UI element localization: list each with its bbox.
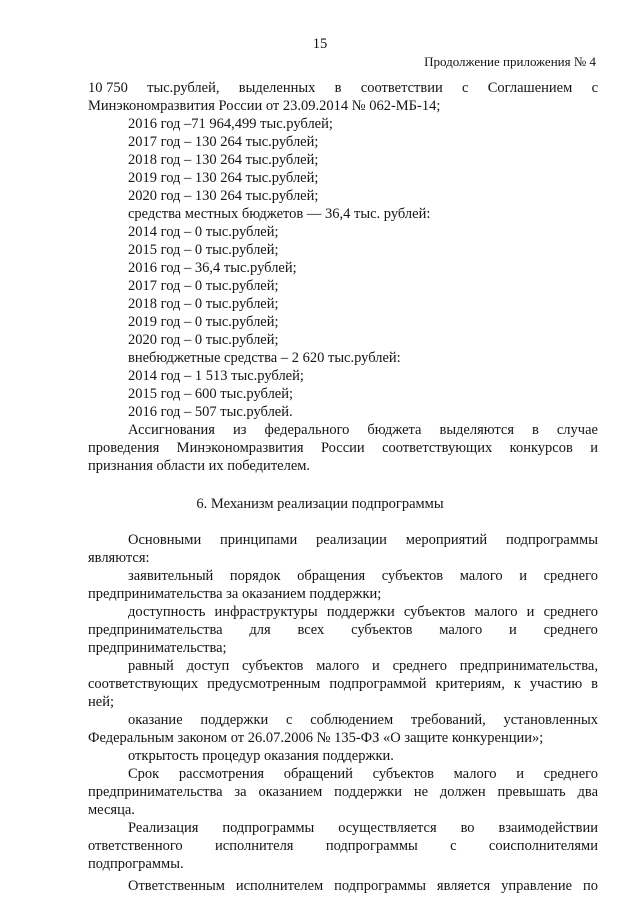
word: оказание bbox=[128, 712, 183, 728]
word: и bbox=[519, 568, 528, 584]
word: субъектов bbox=[381, 568, 444, 584]
text-line: 2019 год – 130 264 тыс.рублей; bbox=[128, 170, 319, 186]
word: Основными bbox=[128, 532, 202, 548]
word: по bbox=[582, 878, 598, 894]
word: не bbox=[413, 784, 429, 800]
text-line bbox=[128, 604, 598, 621]
text-line: ней; bbox=[88, 694, 114, 710]
word: федерального bbox=[264, 422, 350, 438]
word: мероприятий bbox=[405, 532, 488, 548]
word: должен bbox=[439, 784, 486, 800]
text-line: месяца. bbox=[88, 802, 135, 818]
page-number: 15 bbox=[312, 36, 328, 52]
word: предпринимательства, bbox=[459, 658, 598, 674]
word: подпрограммы bbox=[506, 532, 598, 548]
text-line bbox=[88, 784, 598, 801]
word: доступность bbox=[128, 604, 206, 620]
word: для bbox=[249, 622, 271, 638]
word: соблюдением bbox=[310, 712, 394, 728]
word: соответствующих bbox=[88, 676, 199, 692]
text-line bbox=[128, 532, 598, 549]
word: за bbox=[234, 784, 247, 800]
text-line: 2014 год – 0 тыс.рублей; bbox=[128, 224, 279, 240]
word: осуществляется bbox=[338, 820, 437, 836]
text-line bbox=[128, 766, 598, 783]
word: с bbox=[462, 80, 469, 96]
word: равный bbox=[128, 658, 174, 674]
word: в bbox=[334, 80, 342, 96]
word: поддержки bbox=[326, 604, 395, 620]
text-line bbox=[88, 80, 598, 97]
word: с bbox=[286, 712, 293, 728]
word: управление bbox=[501, 878, 573, 894]
word: соисполнителями bbox=[488, 838, 598, 854]
word: среднего bbox=[392, 658, 447, 674]
word: подпрограммой bbox=[329, 676, 427, 692]
word: взаимодействии bbox=[498, 820, 598, 836]
text-line bbox=[88, 440, 598, 457]
word: субъектов bbox=[372, 766, 434, 782]
word: порядок bbox=[229, 568, 281, 584]
word: установленных bbox=[503, 712, 598, 728]
word: проведения bbox=[88, 440, 160, 456]
word: Соглашением bbox=[487, 80, 573, 96]
word: реализации bbox=[316, 532, 387, 548]
text-line bbox=[128, 422, 598, 439]
word: предусмотренным bbox=[207, 676, 321, 692]
text-line: внебюджетные средства – 2 620 тыс.рублей: bbox=[128, 350, 401, 366]
text-line: 2020 год – 130 264 тыс.рублей; bbox=[128, 188, 319, 204]
word: два bbox=[577, 784, 598, 800]
text-line: 2017 год – 130 264 тыс.рублей; bbox=[128, 134, 319, 150]
text-line bbox=[128, 712, 598, 729]
text-line: признания области их победителем. bbox=[88, 458, 311, 474]
word: в bbox=[532, 422, 539, 438]
word: субъектов bbox=[242, 658, 304, 674]
text-line: 2020 год – 0 тыс.рублей; bbox=[128, 332, 279, 348]
word: подпрограммы bbox=[222, 820, 315, 836]
word: требований, bbox=[410, 712, 486, 728]
word: бюджета bbox=[367, 422, 422, 438]
word: из bbox=[232, 422, 247, 438]
section-title: 6. Механизм реализации подпрограммы bbox=[196, 496, 444, 512]
text-line: Минэкономразвития России от 23.09.2014 № 062-МБ-14; bbox=[88, 98, 441, 114]
word: инфраструктуры bbox=[214, 604, 318, 620]
word: Срок bbox=[128, 766, 160, 782]
word: и bbox=[509, 622, 517, 638]
word: поддержки bbox=[334, 784, 402, 800]
word: подпрограммы bbox=[334, 878, 427, 894]
word: является bbox=[436, 878, 491, 894]
text-line bbox=[128, 568, 598, 585]
word: малого bbox=[474, 604, 518, 620]
word: с bbox=[591, 80, 598, 96]
text-line: 2015 год – 0 тыс.рублей; bbox=[128, 242, 279, 258]
text-line: 2014 год – 1 513 тыс.рублей; bbox=[128, 368, 304, 384]
word: случае bbox=[556, 422, 598, 438]
text-line bbox=[128, 878, 598, 895]
word: оказанием bbox=[258, 784, 323, 800]
word: 10 750 bbox=[88, 80, 128, 96]
text-line bbox=[88, 676, 598, 693]
word: предпринимательства bbox=[88, 784, 223, 800]
word: конкурсов bbox=[509, 440, 573, 456]
text-line: предпринимательства за оказанием поддержки; bbox=[88, 586, 382, 602]
word: субъектов bbox=[351, 622, 413, 638]
word: малого bbox=[459, 568, 503, 584]
word: среднего bbox=[543, 568, 598, 584]
word: критериям, bbox=[435, 676, 505, 692]
word: доступ bbox=[186, 658, 230, 674]
word: среднего bbox=[543, 766, 598, 782]
text-line: 2016 год – 36,4 тыс.рублей; bbox=[128, 260, 297, 276]
text-line bbox=[88, 838, 598, 855]
continuation-note: Продолжение приложения № 4 bbox=[424, 54, 596, 69]
word: поддержки bbox=[200, 712, 269, 728]
word: выделенных bbox=[238, 80, 316, 96]
text-line: 2018 год – 130 264 тыс.рублей; bbox=[128, 152, 319, 168]
text-line: 2016 год – 507 тыс.рублей. bbox=[128, 404, 293, 420]
word: обращений bbox=[283, 766, 353, 782]
word: заявительный bbox=[128, 568, 214, 584]
text-line bbox=[88, 622, 598, 639]
word: во bbox=[460, 820, 475, 836]
word: и bbox=[516, 766, 524, 782]
word: среднего bbox=[543, 622, 598, 638]
text-line: открытость процедур оказания поддержки. bbox=[128, 748, 394, 764]
text-line: Федеральным законом от 26.07.2006 № 135-ФЗ «О защите конкуренции»; bbox=[88, 730, 544, 746]
word: выделяются bbox=[439, 422, 515, 438]
word: ответственного bbox=[88, 838, 183, 854]
word: субъектов bbox=[403, 604, 466, 620]
word: в bbox=[591, 676, 598, 692]
text-line: 2019 год – 0 тыс.рублей; bbox=[128, 314, 279, 330]
word: малого bbox=[453, 766, 497, 782]
word: и bbox=[372, 658, 380, 674]
word: соответствии bbox=[360, 80, 443, 96]
word: обращения bbox=[297, 568, 366, 584]
word: Ответственным bbox=[128, 878, 225, 894]
word: тыс.рублей, bbox=[147, 80, 220, 96]
text-line: 2015 год – 600 тыс.рублей; bbox=[128, 386, 294, 402]
text-line: 2018 год – 0 тыс.рублей; bbox=[128, 296, 279, 312]
text-line: подпрограммы. bbox=[88, 856, 184, 872]
word: всех bbox=[297, 622, 325, 638]
word: предпринимательства bbox=[88, 622, 223, 638]
word: исполнителя bbox=[215, 838, 294, 854]
word: Реализация bbox=[128, 820, 199, 836]
word: превышать bbox=[497, 784, 566, 800]
word: с bbox=[450, 838, 457, 854]
word: исполнителем bbox=[235, 878, 324, 894]
word: участию bbox=[529, 676, 583, 692]
word: Ассигнования bbox=[128, 422, 215, 438]
text-line: предпринимательства; bbox=[88, 640, 227, 656]
word: рассмотрения bbox=[178, 766, 265, 782]
word: и bbox=[526, 604, 535, 620]
text-line: являются: bbox=[88, 550, 150, 566]
word: соответствующих bbox=[382, 440, 493, 456]
word: России bbox=[320, 440, 365, 456]
word: малого bbox=[316, 658, 360, 674]
word: принципами bbox=[220, 532, 298, 548]
word: подпрограммы bbox=[325, 838, 418, 854]
text-line: 2017 год – 0 тыс.рублей; bbox=[128, 278, 279, 294]
text-line bbox=[128, 820, 598, 837]
word: к bbox=[513, 676, 521, 692]
text-line: 2016 год –71 964,499 тыс.рублей; bbox=[128, 116, 333, 132]
word: и bbox=[590, 440, 598, 456]
word: среднего bbox=[543, 604, 598, 620]
text-line bbox=[128, 658, 598, 675]
word: Минэкономразвития bbox=[176, 440, 304, 456]
text-line: средства местных бюджетов — 36,4 тыс. рублей: bbox=[128, 206, 431, 222]
word: малого bbox=[439, 622, 483, 638]
